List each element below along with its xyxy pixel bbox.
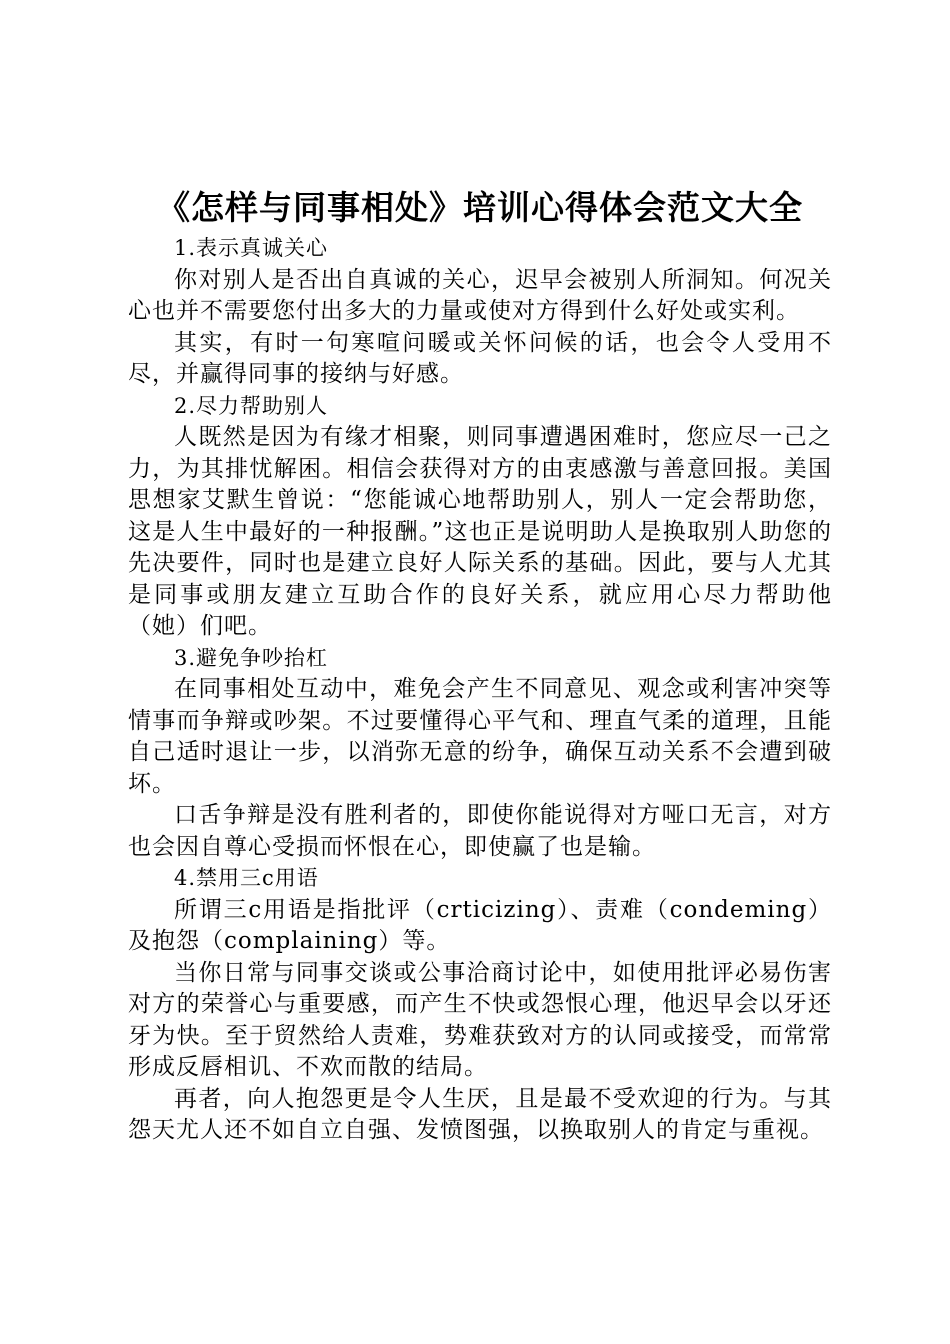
document-title: 《怎样与同事相处》培训心得体会范文大全 [157, 188, 803, 227]
section-heading: 3.避免争吵抬杠 [174, 645, 329, 670]
paragraph: 再者，向人抱怨更是令人生厌，且是最不受欢迎的行为。与其怨天尤人还不如自立自强、发愤图强，以换取别人的肯定与重视。 [128, 1085, 832, 1143]
paragraph: 所谓三c用语是指批评（crticizing）、责难（condeming）及抱怨（complaining）等。 [128, 896, 832, 954]
section-heading: 1.表示真诚关心 [174, 236, 329, 260]
section-4 [128, 863, 832, 1147]
paragraph: 在同事相处互动中，难免会产生不同意见、观念或利害冲突等情事而争辩或吵架。不过要懂得心平气和、理直气柔的道理，且能自己适时退让一步，以消弥无意的纷争，确保互动关系不会遭到破坏。 [128, 676, 832, 797]
paragraph: 口舌争辩是没有胜利者的，即使你能说得对方哑口无言，对方也会因自尊心受损而怀恨在心，即使赢了也是输。 [128, 802, 832, 860]
paragraph: 当你日常与同事交谈或公事洽商讨论中，如使用批评必易伤害对方的荣誉心与重要感，而产生不快或怨恨心理，他迟早会以牙还牙为快。至于贸然给人责难，势难获致对方的认同或接受，而常常形成反唇相讥、不欢而散的结局。 [128, 959, 832, 1080]
paragraph: 其实，有时一句寒喧问暖或关怀问候的话，也会令人受用不尽，并赢得同事的接纳与好感。 [128, 329, 832, 387]
section-1 [128, 233, 832, 391]
section-heading: 2.尽力帮助别人 [174, 393, 329, 418]
paragraph: 你对别人是否出自真诚的关心，迟早会被别人所洞知。何况关心也并不需要您付出多大的力量或使对方得到什么好处或实利。 [128, 266, 832, 324]
section-2 [128, 391, 832, 643]
paragraph: 人既然是因为有缘才相聚，则同事遭遇困难时，您应尽一己之力，为其排忧解困。相信会获得对方的由衷感激与善意回报。美国思想家艾默生曾说：“您能诚心地帮助别人，别人一定会帮助您，这是人生中最好的一种报酬。”这也正是说明助人是换取别人助您的先决要件，同时也是建立良好人际关系的基础。因此，要与人尤其是同事或朋友建立互助合作的良好关系，就应用心尽力帮助他（她）们吧。 [128, 424, 832, 639]
section-heading: 4.禁用三c用语 [174, 866, 319, 890]
document-body [128, 185, 832, 1147]
section-3 [128, 643, 832, 864]
